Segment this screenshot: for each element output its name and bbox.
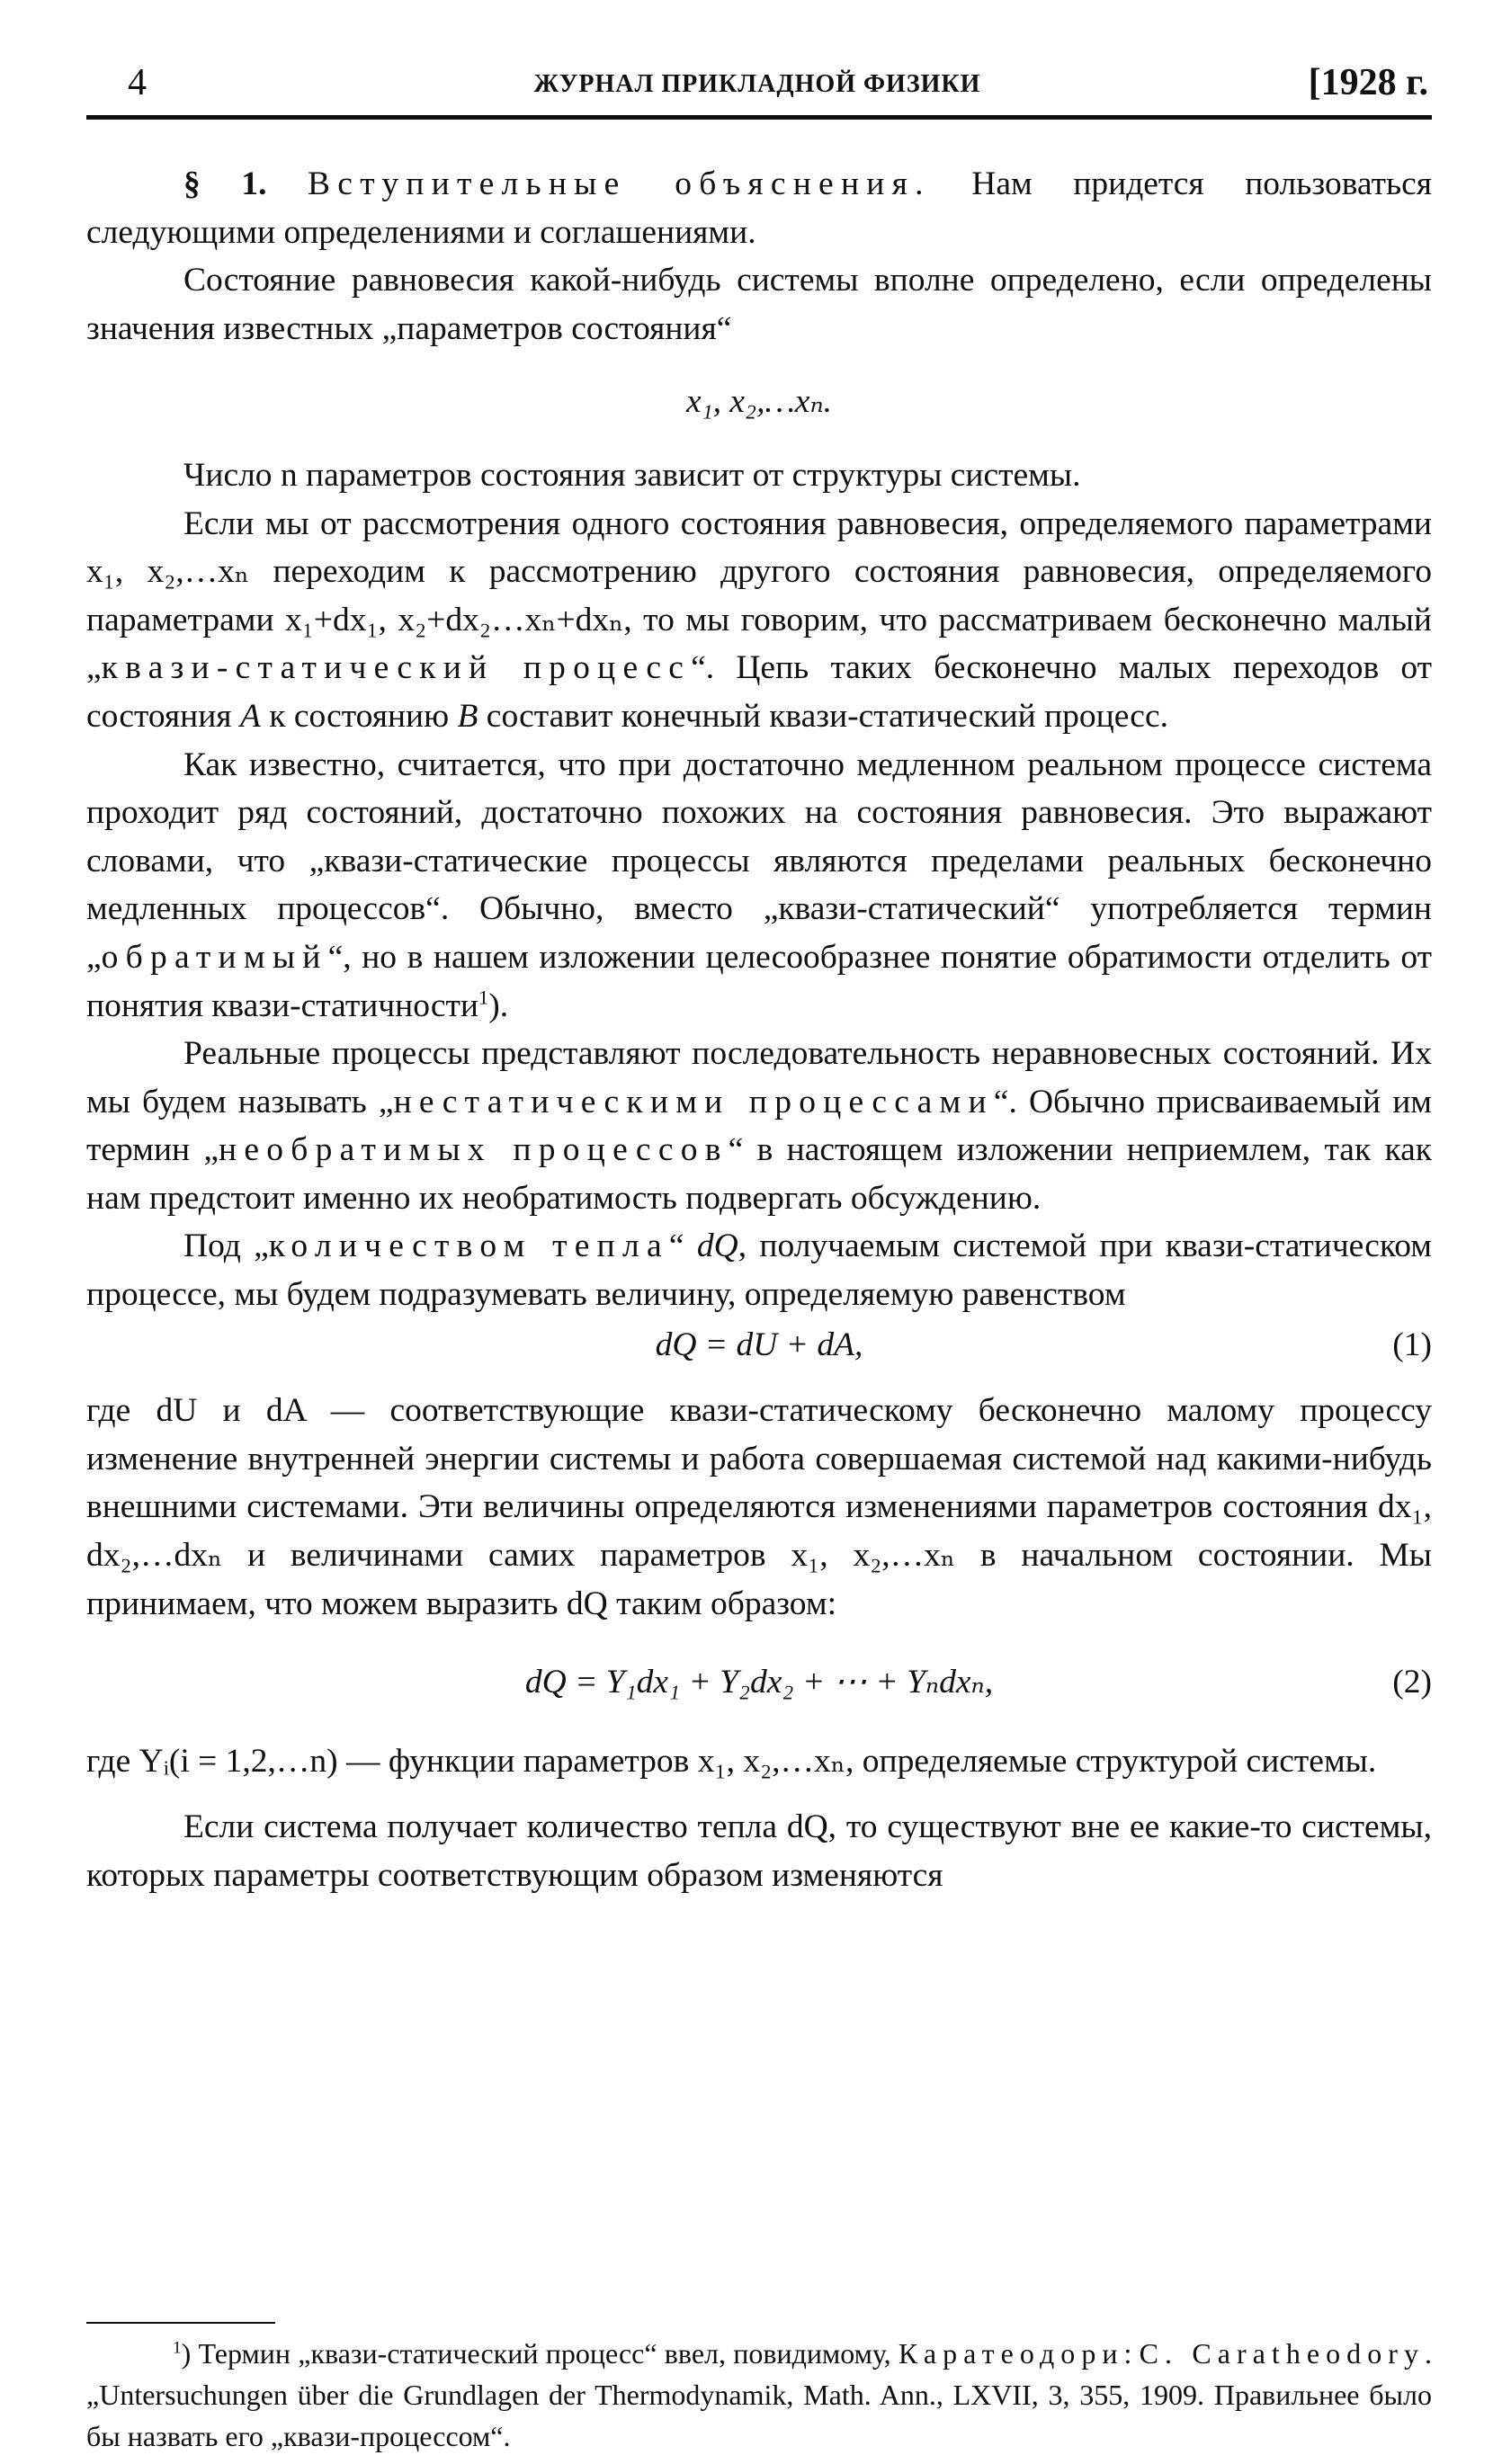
paragraph-external: Если система получает количество тепла dQ, то существуют вне ее какие-то системы, которых параметры соответствующим образом изменяются xyxy=(86,1808,1432,1894)
paragraph-real-processes xyxy=(86,1030,1432,1222)
p7-text-b: “ xyxy=(668,1228,697,1265)
p5-text-b: “, но в нашем изложении целесообразнее понятие обратимости отделить от понятия квази-статичности xyxy=(86,938,1432,1024)
term-quasistatic: квази-статический процесс xyxy=(101,649,692,687)
paragraph-functions: где Yᵢ(i = 1,2,…n) — функции параметров x₁, x₂,…xₙ, определяемые структурой системы. xyxy=(86,1742,1377,1780)
header-rule xyxy=(86,115,1432,120)
footnote xyxy=(86,2333,1432,2457)
intro-text: Нам придется пользоваться следующими определениями и соглашениями. xyxy=(86,165,1432,251)
footnote-rule xyxy=(86,2322,275,2324)
term-reversible: обратимый xyxy=(101,938,328,976)
p6-text-c: “ в настоящем изложении неприемлем, так как нам предстоит именно их необратимость подвергать обсуждению. xyxy=(86,1131,1432,1217)
paragraph-quasistatic xyxy=(86,500,1432,741)
parameters-expression: x₁, x₂,…xₙ. xyxy=(685,383,833,421)
state-a: A xyxy=(239,697,261,735)
footnote-text-a: ) Термин „квази-статический процесс“ ввел, повидимому, xyxy=(181,2337,899,2370)
equation-1 xyxy=(86,1321,1432,1370)
p4-text-d: составит конечный квази-статический процесс. xyxy=(478,697,1168,735)
footnote-author-latin: C. Caratheodory xyxy=(1139,2337,1426,2370)
p5-text-c: ). xyxy=(488,986,509,1024)
equation-1-number: (1) xyxy=(1392,1326,1432,1363)
state-b: B xyxy=(457,697,478,735)
p4-text-a: Если мы от рассмотрения одного состояния равновесия, определяемого параметрами x₁, x₂,…xₙ переходим к рассмотрению другого состояния равновесия, определяемого параметрами x₁+dx₁, x₂+dx₂…xₙ+dxₙ, то мы говорим, что рассматриваем бесконечно малый „ xyxy=(86,504,1432,687)
paragraph-state: Состояние равновесия какой-нибудь системы вполне определено, если определены значения известных „параметров состояния“ xyxy=(86,262,1432,347)
section-heading: Вступительные объяснения. xyxy=(308,165,931,202)
footnote-text-c: . „Untersuchungen über die Grundlagen der Thermodynamik, Math. Ann., LXVII, 3, 355, 1909. Правильнее было бы назвать его „квази-процессом“. xyxy=(86,2337,1433,2452)
term-nonstatic: нестатическими процессами xyxy=(393,1083,994,1120)
section-number: § 1. xyxy=(183,165,267,202)
equation-1-expression: dQ = dU + dA, xyxy=(655,1326,863,1363)
equation-2-number: (2) xyxy=(1392,1664,1432,1701)
paragraph-heat xyxy=(86,1222,1432,1318)
running-header xyxy=(86,61,1428,115)
footnote-author: Каратеодори xyxy=(898,2337,1124,2370)
footnote-marker: 1 xyxy=(173,2338,182,2358)
term-heat: количеством тепла xyxy=(268,1228,669,1265)
var-dq: dQ xyxy=(696,1228,738,1265)
p5-text-a: Как известно, считается, что при достаточно медленном реальном процессе система проходит ряд состояний, достаточно похожих на состояния равновесия. Это выражают словами, что „квази-статические процессы являются пределами реальных бесконечно медленных процессов“. Обычно, вместо „квази-статический“ употребляется термин „ xyxy=(86,745,1432,976)
equation-2 xyxy=(86,1658,1432,1707)
p4-text-c: к состоянию xyxy=(260,697,458,735)
paragraph-energy: где dU и dA — соответствующие квази-статическому бесконечно малому процессу изменение внутренней энергии системы и работа совершаемая системой над какими-нибудь внешними системами. Эти величины определяются изменениями параметров состояния dx₁, dx₂,…dxₙ и величинами самих параметров x₁, x₂,…xₙ в начальном состоянии. Мы принимаем, что можем выразить dQ таким образом: xyxy=(86,1392,1432,1622)
p7-text-c: , получаемым системой при квази-статическом процессе, мы будем подразумевать величину, определяемую равенством xyxy=(86,1228,1432,1314)
year-label: [1928 г. xyxy=(1308,62,1428,103)
footnote-text-b: : xyxy=(1123,2337,1140,2370)
p6-text-a: Реальные процессы представляют последовательность неравновесных состояний. Их мы будем называть „ xyxy=(86,1035,1432,1120)
p7-text-a: Под „ xyxy=(183,1228,269,1265)
parameters-list xyxy=(86,378,1432,426)
p6-text-b: “. Обычно присваиваемый им термин „ xyxy=(86,1083,1432,1169)
footnote-ref: 1 xyxy=(478,986,489,1008)
p4-text-b: “. Цепь таких бесконечно малых переходов от состояния xyxy=(86,649,1432,735)
paragraph-intro xyxy=(86,160,1432,256)
article-body xyxy=(86,160,1432,1900)
paragraph-count: Число n параметров состояния зависит от структуры системы. xyxy=(183,456,1081,494)
term-irreversible: необратимых процессов xyxy=(219,1131,729,1169)
page-number: 4 xyxy=(128,62,147,103)
journal-title: ЖУРНАЛ ПРИКЛАДНОЙ ФИЗИКИ xyxy=(533,70,981,98)
equation-2-expression: dQ = Y₁dx₁ + Y₂dx₂ + ⋯ + Yₙdxₙ, xyxy=(524,1664,994,1701)
paragraph-reversible xyxy=(86,741,1432,1031)
